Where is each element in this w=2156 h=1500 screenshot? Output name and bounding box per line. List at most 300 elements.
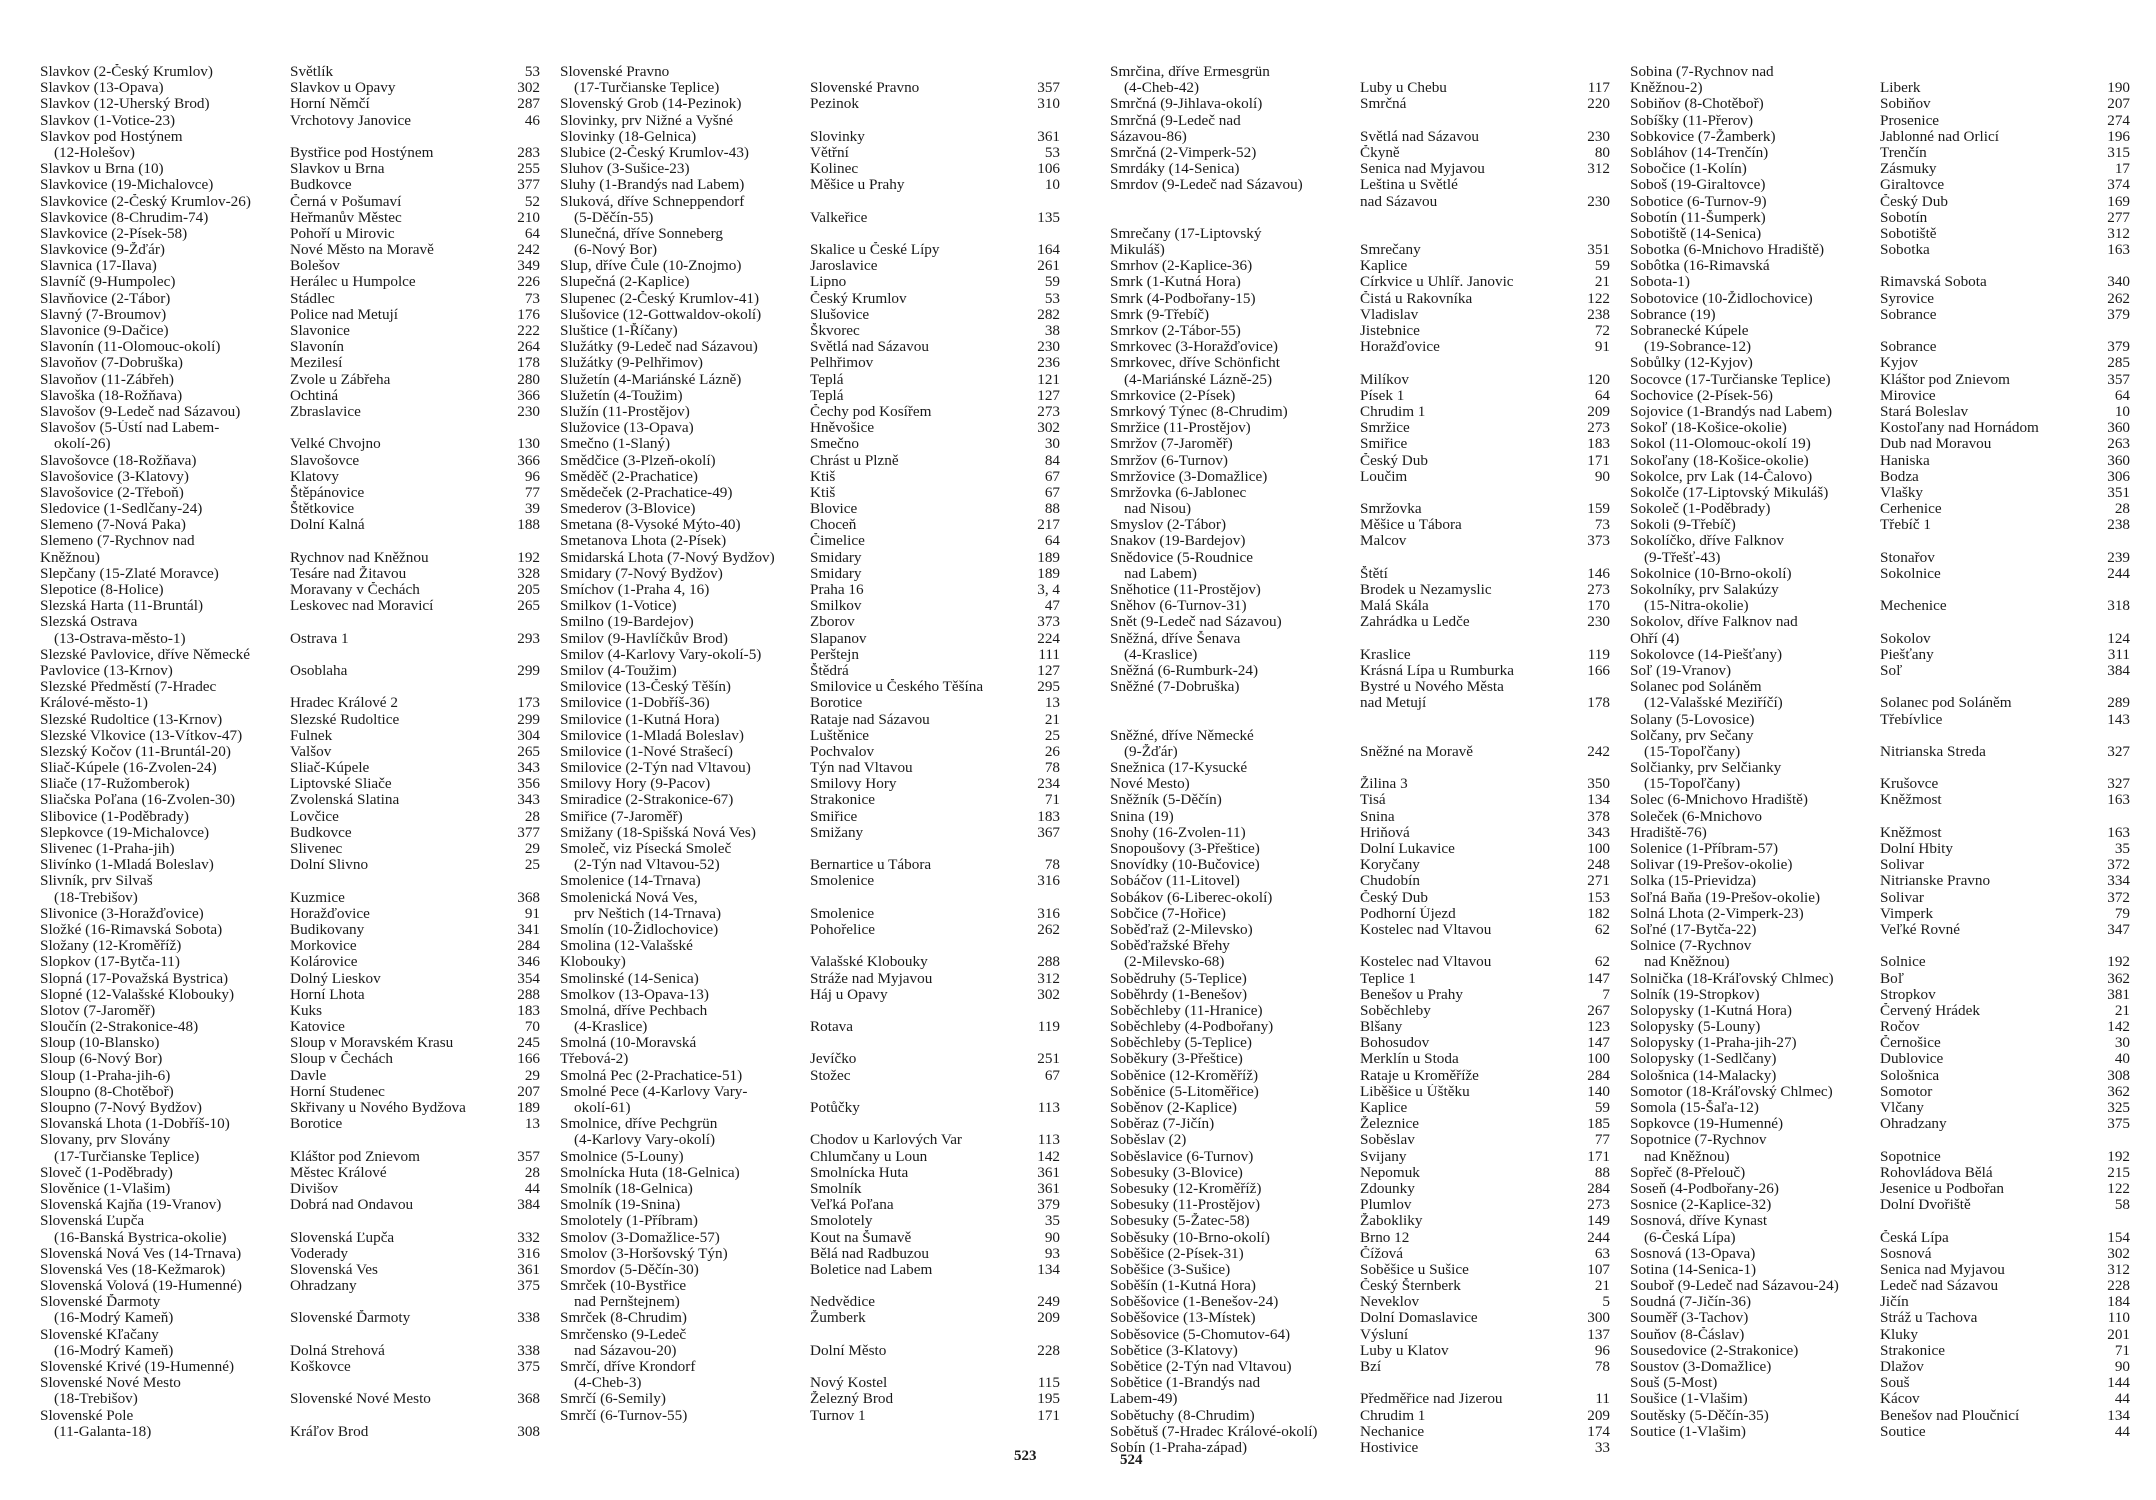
page-ref xyxy=(1560,631,1610,647)
index-entry xyxy=(1630,501,2130,517)
post-office: Svijany xyxy=(1360,1148,1407,1165)
post-office: Měšice u Tábora xyxy=(1360,517,1462,534)
page-ref: 25 xyxy=(524,857,540,874)
post-office: Boľ xyxy=(1880,970,1904,987)
index-entry xyxy=(560,177,1060,193)
page-ref xyxy=(1560,64,1610,80)
index-entry xyxy=(1110,712,1610,728)
post-office xyxy=(1880,679,2080,695)
index-entry xyxy=(560,550,1060,566)
post-office: Pochvalov xyxy=(810,743,875,760)
post-office: Zdounky xyxy=(1360,1180,1415,1197)
post-office: Kolinec xyxy=(810,161,859,178)
post-office: Budikovany xyxy=(290,921,365,938)
post-office: Čechy pod Kosířem xyxy=(810,403,932,420)
post-office: Koškovce xyxy=(290,1359,351,1375)
index-entry xyxy=(1630,922,2130,938)
index-entry xyxy=(560,129,1060,145)
page-ref: 328 xyxy=(517,565,540,582)
post-office: Háj u Opavy xyxy=(810,986,888,1003)
post-office xyxy=(1360,226,1560,242)
entry-name: Smrček (8-Chrudim) xyxy=(560,1310,687,1327)
page-ref: 120 xyxy=(1587,371,1610,388)
index-entry xyxy=(40,177,540,193)
index-entry xyxy=(1110,453,1610,469)
page-ref xyxy=(490,1294,540,1310)
entry-name: Slověnice (1-Vlašim) xyxy=(40,1180,171,1197)
index-entry xyxy=(1630,1424,2130,1440)
page-ref: 299 xyxy=(517,662,540,679)
index-entry xyxy=(1630,1068,2130,1084)
index-entry xyxy=(1110,1181,1610,1197)
post-office: Slavkov u Brna xyxy=(290,161,385,178)
page-ref: 29 xyxy=(524,1067,540,1084)
post-office: Senica nad Myjavou xyxy=(1880,1261,2005,1278)
entry-name: Sněžná (6-Rumburk-24) xyxy=(1110,662,1259,679)
page-ref: 25 xyxy=(1044,727,1060,744)
index-entry xyxy=(1630,728,2130,744)
page-ref: 17 xyxy=(2114,161,2130,178)
page-ref xyxy=(2080,323,2130,339)
entry-name: Smilno (19-Bardejov) xyxy=(560,614,694,631)
index-entry xyxy=(560,145,1060,161)
entry-name: Soběšín (1-Kutná Hora) xyxy=(1110,1278,1256,1295)
page-ref: 21 xyxy=(1594,1278,1610,1295)
post-office: Luby u Chebu xyxy=(1360,80,1447,97)
index-entry xyxy=(560,210,1060,226)
page-ref xyxy=(1010,226,1060,242)
entry-name: Sobotín (11-Šumperk) xyxy=(1630,209,1766,226)
post-office: Dolní Domaslavice xyxy=(1360,1310,1478,1327)
entry-name: (4-Mariánské Lázně-25) xyxy=(1124,371,1273,388)
page-ref xyxy=(490,1132,540,1148)
index-entry xyxy=(1630,712,2130,728)
post-office: Výsluní xyxy=(1360,1326,1409,1343)
entry-name: Sněžná, dříve Šenava xyxy=(1110,630,1241,647)
right-page xyxy=(1110,64,2130,1456)
entry-name: Snakov (19-Bardejov) xyxy=(1110,533,1246,550)
page-ref: 361 xyxy=(1037,128,1060,145)
index-entry xyxy=(1630,1310,2130,1326)
entry-name: Slavný (7-Broumov) xyxy=(40,306,167,323)
index-entry xyxy=(1630,1035,2130,1051)
post-office xyxy=(290,1375,490,1391)
page-ref: 35 xyxy=(1044,1213,1060,1230)
entry-name: Slovany, prv Slovány xyxy=(40,1132,171,1149)
post-office: Měšice u Prahy xyxy=(810,177,905,194)
page-ref: 251 xyxy=(1037,1051,1060,1068)
page-ref: 357 xyxy=(517,1148,540,1165)
page-ref: 338 xyxy=(517,1310,540,1327)
entry-name: Smrk (1-Kutná Hora) xyxy=(1110,274,1241,291)
page-ref xyxy=(2080,533,2130,549)
entry-name: Smiradice (2-Strakonice-67) xyxy=(560,792,734,809)
post-office: Valkeřice xyxy=(810,209,868,226)
index-entry xyxy=(1630,598,2130,614)
post-office: Týn nad Vltavou xyxy=(810,760,913,777)
post-office: Štědrá xyxy=(810,662,849,679)
page-ref xyxy=(1010,113,1060,129)
entry-name: Soběsuky (10-Brno-okolí) xyxy=(1110,1229,1270,1246)
page-ref: 124 xyxy=(2107,630,2130,647)
index-entry xyxy=(1630,809,2130,825)
post-office: Horní Studenec xyxy=(290,1083,385,1100)
post-office: Nové Město na Moravě xyxy=(290,242,434,259)
entry-name: (16-Modrý Kameň) xyxy=(54,1342,174,1359)
page-ref: 308 xyxy=(517,1423,540,1440)
post-office xyxy=(290,1213,490,1229)
page-ref: 374 xyxy=(2107,177,2130,194)
entry-name: Slavošov (5-Ústí nad Labem- xyxy=(40,420,220,437)
entry-name: (16-Modrý Kameň) xyxy=(54,1310,174,1327)
index-entry xyxy=(560,372,1060,388)
page-ref: 288 xyxy=(1037,954,1060,971)
post-office: Stonařov xyxy=(1880,549,1935,566)
page-ref xyxy=(2080,809,2130,825)
post-office: Sliač-Kúpele xyxy=(290,760,370,777)
index-entry xyxy=(1630,372,2130,388)
index-entry xyxy=(40,1391,540,1407)
index-entry xyxy=(40,566,540,582)
entry-name: Sloup (10-Blansko) xyxy=(40,1035,160,1052)
entry-name: Slepčany (15-Zlaté Moravce) xyxy=(40,565,219,582)
post-office: Kaplice xyxy=(1360,1100,1408,1116)
page-ref: 379 xyxy=(1037,1197,1060,1214)
index-entry xyxy=(1630,906,2130,922)
index-entry xyxy=(560,274,1060,290)
index-entry xyxy=(1630,1327,2130,1343)
page-ref: 209 xyxy=(1587,1407,1610,1424)
index-entry xyxy=(560,792,1060,808)
entry-name: Smrčí (6-Semily) xyxy=(560,1391,666,1408)
index-entry xyxy=(40,226,540,242)
index-entry xyxy=(1110,161,1610,177)
entry-name: Slavoška (18-Rožňava) xyxy=(40,387,183,404)
post-office: Bolešov xyxy=(290,258,340,275)
entry-name: Smrčná (9-Jihlava-okolí) xyxy=(1110,96,1263,113)
index-entry xyxy=(1630,210,2130,226)
post-office: Rataje nad Sázavou xyxy=(810,711,930,728)
entry-name: Smržice (11-Prostějov) xyxy=(1110,420,1251,437)
post-office: Český Krumlov xyxy=(810,290,907,307)
post-office: Slušovice xyxy=(810,306,870,323)
post-office xyxy=(1360,1375,1560,1391)
post-office: Police nad Metují xyxy=(290,306,398,323)
page-ref xyxy=(2080,582,2130,598)
index-entry xyxy=(1110,760,1610,776)
page-ref: 311 xyxy=(2107,646,2130,663)
page-ref: 372 xyxy=(2107,857,2130,874)
index-entry xyxy=(1110,258,1610,274)
index-entry xyxy=(1110,226,1610,242)
post-office: Pohořelice xyxy=(810,921,875,938)
index-entry xyxy=(560,226,1060,242)
index-entry xyxy=(1110,582,1610,598)
index-entry xyxy=(40,760,540,776)
page-ref: 154 xyxy=(2107,1229,2130,1246)
entry-name: Labem-49) xyxy=(1110,1391,1178,1408)
post-office: Perštejn xyxy=(810,646,859,663)
post-office xyxy=(810,1359,1010,1375)
page-ref: 284 xyxy=(1587,1180,1610,1197)
page-ref: 228 xyxy=(2107,1278,2130,1295)
index-entry xyxy=(560,1375,1060,1391)
index-entry xyxy=(1630,307,2130,323)
post-office: Pelhřimov xyxy=(810,355,874,372)
post-office: Soběslav xyxy=(1360,1132,1415,1149)
index-entry xyxy=(1630,274,2130,290)
post-office: Morkovice xyxy=(290,938,357,955)
index-entry xyxy=(1110,194,1610,210)
entry-name: Slup, dříve Čule (10-Znojmo) xyxy=(560,258,742,275)
page-ref: 185 xyxy=(1587,1116,1610,1133)
post-office: Kostelec nad Vltavou xyxy=(1360,921,1492,938)
entry-name: Smetana (8-Vysoké Mýto-40) xyxy=(560,517,741,534)
entry-name: Kněžnou-2) xyxy=(1630,80,1703,97)
post-office: Dolní Hbity xyxy=(1880,841,1953,857)
entry-name: Smolkov (13-Opava-13) xyxy=(560,986,709,1003)
entry-name: Slavkov (13-Opava) xyxy=(40,80,164,97)
index-entry xyxy=(40,922,540,938)
index-entry xyxy=(40,210,540,226)
post-office: Syrovice xyxy=(1880,290,1934,307)
post-office: Prosenice xyxy=(1880,112,1940,129)
post-office: Smrečany xyxy=(1360,242,1421,259)
entry-name: Souměř (3-Tachov) xyxy=(1630,1310,1749,1327)
page-ref: 222 xyxy=(517,323,540,339)
post-office: Rataje u Kroměříže xyxy=(1360,1067,1479,1084)
index-entry xyxy=(560,1068,1060,1084)
post-office: Velké Chvojno xyxy=(290,436,381,453)
entry-name: (13-Ostrava-město-1) xyxy=(54,630,186,647)
page-ref xyxy=(1560,679,1610,695)
entry-name: Slezský Kočov (11-Bruntál-20) xyxy=(40,743,231,760)
index-entry xyxy=(40,1294,540,1310)
page-ref: 357 xyxy=(1037,80,1060,97)
entry-name: Sobákov (6-Liberec-okolí) xyxy=(1110,889,1273,906)
index-entry xyxy=(1630,938,2130,954)
page-ref: 192 xyxy=(2107,954,2130,971)
page-ref: 316 xyxy=(1037,905,1060,922)
index-entry xyxy=(40,1051,540,1067)
page-ref: 280 xyxy=(517,371,540,388)
entry-name: Služovice (13-Opava) xyxy=(560,420,694,437)
post-office xyxy=(1880,809,2080,825)
index-entry xyxy=(1110,1165,1610,1181)
index-entry xyxy=(560,890,1060,906)
entry-name: Slopkov (17-Bytča-11) xyxy=(40,954,180,971)
post-office: Sobotiště xyxy=(1880,225,1937,242)
entry-name: Soľ (19-Vranov) xyxy=(1630,662,1732,679)
index-entry xyxy=(1110,906,1610,922)
post-office: Stropkov xyxy=(1880,986,1936,1003)
page-ref xyxy=(490,1408,540,1424)
entry-name: Slavkov (2-Český Krumlov) xyxy=(40,64,213,80)
index-entry xyxy=(560,1246,1060,1262)
post-office: Herálec u Humpolce xyxy=(290,274,416,291)
entry-name: Smilovice (1-Mladá Boleslav) xyxy=(560,727,744,744)
page-ref: 11 xyxy=(1595,1391,1610,1408)
index-entry xyxy=(40,80,540,96)
post-office: Veľké Rovné xyxy=(1880,921,1960,938)
index-entry xyxy=(1110,96,1610,112)
index-entry xyxy=(560,404,1060,420)
index-entry xyxy=(1110,1246,1610,1262)
post-office: Zbraslavice xyxy=(290,403,361,420)
entry-name: Sněhov (6-Turnov-31) xyxy=(1110,598,1247,615)
page-ref: 135 xyxy=(1037,209,1060,226)
post-office xyxy=(290,1408,490,1424)
entry-name xyxy=(1110,210,1360,226)
page-ref: 59 xyxy=(1594,1100,1610,1116)
post-office: Bystré u Nového Města xyxy=(1360,679,1504,696)
index-entry xyxy=(1630,776,2130,792)
post-office: Slavkov u Opavy xyxy=(290,80,396,97)
post-office: Vlašky xyxy=(1880,484,1924,501)
page-ref xyxy=(1560,177,1610,193)
page-ref: 300 xyxy=(1587,1310,1610,1327)
index-entry xyxy=(1110,533,1610,549)
page-ref: 153 xyxy=(1587,889,1610,906)
page-ref: 64 xyxy=(524,225,540,242)
page-ref: 367 xyxy=(1037,824,1060,841)
page-ref: 78 xyxy=(1044,857,1060,874)
entry-name: Služetín (4-Mariánské Lázně) xyxy=(560,371,742,388)
entry-name: Solenice (1-Příbram-57) xyxy=(1630,841,1779,857)
index-entry xyxy=(40,971,540,987)
index-entry xyxy=(40,954,540,970)
page-ref: 245 xyxy=(517,1035,540,1052)
entry-name: Sopřeč (8-Přelouč) xyxy=(1630,1164,1746,1181)
post-office: Valašské Klobouky xyxy=(810,954,928,971)
page-ref: 356 xyxy=(517,776,540,793)
index-entry xyxy=(560,1100,1060,1116)
entry-name: Soseň (4-Podbořany-26) xyxy=(1630,1180,1779,1197)
page-ref: 236 xyxy=(1037,355,1060,372)
index-entry xyxy=(560,582,1060,598)
index-entry xyxy=(560,1391,1060,1407)
entry-name: (9-Třešť-43) xyxy=(1644,549,1721,566)
entry-name: Králové-město-1) xyxy=(40,695,148,712)
page-ref: 277 xyxy=(2107,209,2130,226)
page-ref: 147 xyxy=(1587,1035,1610,1052)
post-office: Praha 16 xyxy=(810,582,864,598)
index-entry xyxy=(560,614,1060,630)
post-office: Plumlov xyxy=(1360,1197,1412,1214)
post-office: Smržice xyxy=(1360,420,1410,437)
post-office: Smilovice u Českého Těšína xyxy=(810,679,984,696)
page-ref xyxy=(1560,1375,1610,1391)
post-office xyxy=(1360,113,1560,129)
entry-name: Kněžnou) xyxy=(40,549,100,566)
entry-name: Soustov (3-Domažlice) xyxy=(1630,1359,1772,1375)
page-ref: 169 xyxy=(2107,193,2130,210)
page-ref: 366 xyxy=(517,452,540,469)
page-ref: 265 xyxy=(517,598,540,615)
entry-name: Slavošovce (18-Rožňava) xyxy=(40,452,197,469)
post-office: Smidary xyxy=(810,549,862,566)
index-entry xyxy=(1630,226,2130,242)
entry-name: Soběhrdy (1-Benešov) xyxy=(1110,986,1248,1003)
post-office: Slovenské Nové Mesto xyxy=(290,1391,431,1408)
index-entry xyxy=(40,631,540,647)
entry-name: Sobětice (2-Týn nad Vltavou) xyxy=(1110,1359,1292,1375)
entry-name: nad Kněžnou) xyxy=(1644,1148,1730,1165)
entry-name: Smrčensko (9-Ledeč xyxy=(560,1326,687,1343)
index-entry xyxy=(1630,485,2130,501)
page-ref: 127 xyxy=(1037,387,1060,404)
index-entry xyxy=(1630,1116,2130,1132)
entry-name: Slavošovice (3-Klatovy) xyxy=(40,468,189,485)
entry-name: Sliač-Kúpele (16-Zvolen-24) xyxy=(40,760,217,777)
post-office: Solnice xyxy=(1880,954,1926,971)
page-ref: 33 xyxy=(1594,1439,1610,1456)
entry-name: Solopysky (5-Louny) xyxy=(1630,1019,1761,1036)
page-ref xyxy=(2080,614,2130,630)
index-entry xyxy=(1110,695,1610,711)
entry-name: Solec (6-Mnichovo Hradiště) xyxy=(1630,792,1808,809)
entry-name: Nové Mesto) xyxy=(1110,776,1190,793)
entry-name: Slunečná, dříve Sonneberg xyxy=(560,225,723,242)
page-ref: 234 xyxy=(1037,776,1060,793)
entry-name: Snět (9-Ledeč nad Sázavou) xyxy=(1110,614,1282,631)
entry-name: Sobotovice (10-Židlochovice) xyxy=(1630,290,1813,307)
entry-name: (12-Valašské Meziříčí) xyxy=(1644,695,1783,712)
post-office xyxy=(1880,614,2080,630)
post-office: Budkovce xyxy=(290,824,352,841)
page-ref xyxy=(490,420,540,436)
entry-name: Sloučín (2-Strakonice-48) xyxy=(40,1019,199,1036)
post-office xyxy=(810,1116,1010,1132)
entry-name: Sokolnice (10-Brno-okolí) xyxy=(1630,565,1792,582)
page-ref: 174 xyxy=(1587,1423,1610,1440)
post-office: Smolnícka Huta xyxy=(810,1164,909,1181)
page-ref: 134 xyxy=(1587,792,1610,809)
index-entry xyxy=(1630,291,2130,307)
page-ref: 166 xyxy=(1587,662,1610,679)
entry-name: Sokolče (17-Liptovský Mikuláš) xyxy=(1630,484,1829,501)
entry-name: Smolenická Nová Ves, xyxy=(560,889,698,906)
page-ref: 64 xyxy=(1044,533,1060,550)
index-entry xyxy=(560,80,1060,96)
page-ref: 316 xyxy=(1037,873,1060,890)
entry-name: (17-Turčianske Teplice) xyxy=(574,80,720,97)
page-ref: 312 xyxy=(2107,1261,2130,1278)
post-office: Kráľov Brod xyxy=(290,1423,369,1440)
page-ref: 119 xyxy=(1037,1019,1060,1036)
page-ref: 88 xyxy=(1594,1164,1610,1181)
entry-name: Smolín (10-Židlochovice) xyxy=(560,921,719,938)
page-ref: 10 xyxy=(1044,177,1060,194)
page-ref: 44 xyxy=(524,1180,540,1197)
page-ref xyxy=(2080,258,2130,274)
page-ref: 293 xyxy=(517,630,540,647)
page-ref: 52 xyxy=(524,193,540,210)
post-office: Ktiš xyxy=(810,468,836,485)
entry-name: Soběkury (3-Přeštice) xyxy=(1110,1051,1243,1068)
index-entry xyxy=(1110,113,1610,129)
index-entry xyxy=(560,501,1060,517)
post-office: Budkovce xyxy=(290,177,352,194)
page-ref: 360 xyxy=(2107,452,2130,469)
index-entry xyxy=(40,1100,540,1116)
post-office xyxy=(1880,728,2080,744)
entry-name: Ohří (4) xyxy=(1630,630,1680,647)
post-office: Tesáre nad Žitavou xyxy=(290,565,407,582)
page-ref: 230 xyxy=(1037,339,1060,356)
post-office: Sološnica xyxy=(1880,1067,1940,1084)
index-entry xyxy=(40,372,540,388)
